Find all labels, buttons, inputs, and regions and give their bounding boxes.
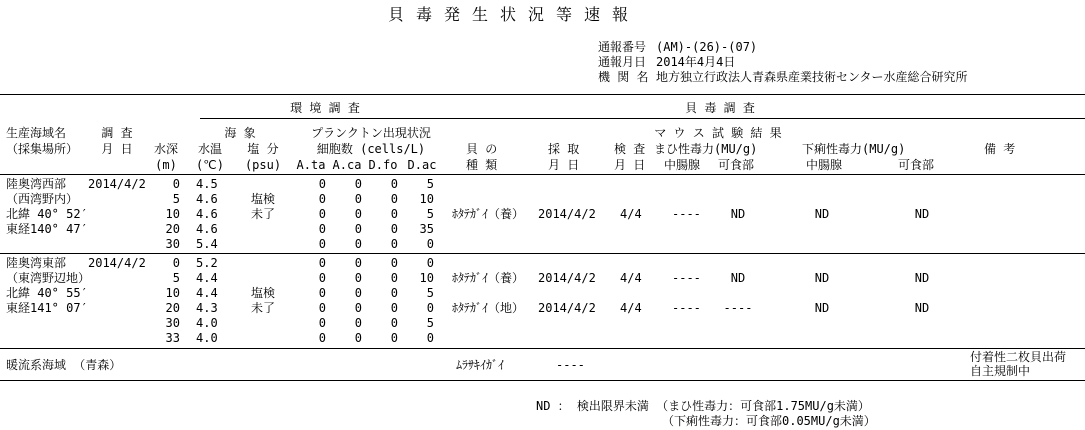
salinity-cell: 未了 (250, 301, 275, 315)
temp-cell: 4.6 (196, 222, 218, 236)
plankton-count: 0 (354, 177, 362, 191)
toxin-survey-group: 貝 毒 調 査 (685, 101, 755, 115)
inspect-date: 4/4 (620, 207, 642, 221)
plankton-count: 0 (426, 331, 434, 345)
temp-cell: 5.2 (196, 256, 218, 270)
salinity-unit-header: (psu) (244, 158, 282, 172)
depth-cell: 30 (165, 316, 180, 330)
plankton-count: 0 (318, 207, 326, 221)
plankton-count: 35 (419, 222, 434, 236)
area-name-line: 北緯 40° 55′ (6, 286, 88, 300)
temp-unit-header: (℃) (196, 158, 224, 172)
inspect-date: 4/4 (620, 271, 642, 285)
dsp-edible-header: 可食部 (898, 158, 935, 172)
salinity-cell: 塩検 (250, 286, 275, 300)
plankton-count: 0 (354, 331, 362, 345)
survey-date: 2014/4/2 (88, 177, 146, 191)
dsp-gut-header: 中腸腺 (806, 158, 843, 172)
plankton-count: 0 (426, 301, 434, 315)
dsp-gut-value: ND (814, 301, 830, 315)
remarks-header: 備 考 (984, 142, 1016, 156)
depth-cell: 10 (165, 286, 180, 300)
plankton-count: 0 (318, 222, 326, 236)
depth-header: 水深 (153, 142, 178, 156)
area-name-line: 北緯 40° 52′ (6, 207, 88, 221)
mouse-test-header: マ ウ ス 試 験 結 果 (654, 126, 782, 140)
sp-d-ac-header: D.ac (407, 158, 437, 172)
env-survey-group: 環 境 調 査 (290, 101, 360, 115)
salinity-header: 塩 分 (247, 142, 279, 156)
plankton-count: 0 (318, 271, 326, 285)
env-group-rule (200, 118, 450, 119)
plankton-count: 0 (390, 207, 398, 221)
psp-edible-value: ND (730, 271, 746, 285)
report-number-label: 通報番号 (598, 40, 647, 54)
plankton-count: 5 (426, 177, 434, 191)
plankton-count: 0 (318, 237, 326, 251)
plankton-count: 0 (354, 301, 362, 315)
plankton-count: 0 (426, 237, 434, 251)
toxin-group-rule (450, 118, 1085, 119)
temp-cell: 5.4 (196, 237, 218, 251)
shell-type: ﾎﾀﾃｶﾞｲ（地） (452, 301, 525, 315)
sea-header: 海 象 (224, 126, 256, 140)
psp-edible-value: ND (730, 207, 746, 221)
plankton-count: 0 (390, 286, 398, 300)
plankton-count: 10 (419, 192, 434, 206)
plankton-count: 5 (426, 316, 434, 330)
psp-gut-value: ---- (672, 301, 701, 315)
plankton-count: 0 (354, 286, 362, 300)
warm-value: ---- (556, 358, 585, 372)
cells-header: 細胞数 (cells/L) (316, 142, 426, 156)
plankton-count: 0 (354, 207, 362, 221)
plankton-count: 0 (390, 271, 398, 285)
shell-type: ﾎﾀﾃｶﾞｲ（養） (452, 271, 525, 285)
dsp-gut-value: ND (814, 271, 830, 285)
area-separator-2 (0, 348, 1085, 349)
sampling-date: 2014/4/2 (538, 271, 596, 285)
temp-cell: 4.3 (196, 301, 218, 315)
depth-cell: 5 (172, 271, 180, 285)
depth-cell: 20 (165, 222, 180, 236)
inspect-date: 4/4 (620, 301, 642, 315)
sampling-header: 採 取 (548, 142, 580, 156)
area-sub-header: （採集場所） (6, 142, 79, 156)
plankton-count: 0 (318, 331, 326, 345)
sp-a-ta-header: A.ta (296, 158, 326, 172)
salinity-cell: 未了 (250, 207, 275, 221)
temp-cell: 4.6 (196, 207, 218, 221)
psp-edible-value: ---- (723, 301, 753, 315)
report-date: 2014年4月4日 (656, 55, 736, 69)
warm-remarks-1: 付着性二枚貝出荷 (970, 350, 1067, 364)
plankton-count: 0 (390, 177, 398, 191)
report-date-label: 通報月日 (598, 55, 647, 69)
warm-remarks-2: 自主規制中 (970, 364, 1031, 378)
depth-cell: 5 (172, 192, 180, 206)
temp-cell: 4.5 (196, 177, 218, 191)
psp-gut-value: ---- (672, 271, 701, 285)
plankton-count: 0 (390, 192, 398, 206)
temp-cell: 4.6 (196, 192, 218, 206)
area-name-line: （東湾野辺地） (6, 271, 91, 285)
plankton-count: 0 (318, 192, 326, 206)
plankton-header: プランクトン出現状況 (311, 126, 431, 140)
survey-sub-header: 月 日 (101, 142, 133, 156)
table-bottom-rule (0, 380, 1085, 381)
plankton-count: 0 (318, 316, 326, 330)
area-name-line: 陸奥湾西部 (6, 177, 67, 191)
psp-gut-header: 中腸腺 (664, 158, 701, 172)
depth-cell: 0 (172, 177, 180, 191)
sp-d-fo-header: D.fo (368, 158, 398, 172)
org-name: 地方独立行政法人青森県産業技術センター水産総合研究所 (656, 70, 968, 84)
sp-a-ca-header: A.ca (332, 158, 362, 172)
plankton-count: 0 (318, 177, 326, 191)
plankton-count: 0 (354, 192, 362, 206)
plankton-count: 5 (426, 286, 434, 300)
plankton-count: 0 (318, 286, 326, 300)
shell-sub-header: 種 類 (466, 158, 498, 172)
plankton-count: 0 (390, 222, 398, 236)
plankton-count: 0 (354, 237, 362, 251)
shell-header: 貝 の (466, 142, 498, 156)
inspect-sub-header: 月 日 (614, 158, 646, 172)
shell-type: ﾎﾀﾃｶﾞｲ（養） (452, 207, 525, 221)
plankton-count: 0 (354, 271, 362, 285)
psp-gut-value: ---- (672, 207, 701, 221)
survey-header: 調 査 (101, 126, 133, 140)
area-name-line: 陸奥湾東部 (6, 256, 67, 270)
plankton-count: 0 (354, 256, 362, 270)
dsp-header: 下痢性毒力(MU/g) (802, 142, 906, 156)
plankton-count: 0 (354, 316, 362, 330)
header-rule-top (0, 94, 1085, 95)
plankton-count: 0 (390, 237, 398, 251)
depth-cell: 30 (165, 237, 180, 251)
temp-cell: 4.4 (196, 286, 218, 300)
plankton-count: 0 (354, 222, 362, 236)
plankton-count: 5 (426, 207, 434, 221)
dsp-gut-value: ND (814, 207, 830, 221)
plankton-count: 10 (419, 271, 434, 285)
depth-cell: 10 (165, 207, 180, 221)
temp-cell: 4.4 (196, 271, 218, 285)
dsp-edible-value: ND (914, 301, 930, 315)
temp-header: 水温 (197, 142, 222, 156)
depth-unit-header: (m) (155, 158, 177, 172)
temp-cell: 4.0 (196, 331, 218, 345)
sampling-sub-header: 月 日 (548, 158, 580, 172)
psp-edible-header: 可食部 (718, 158, 755, 172)
area-name-line: 東経141° 07′ (6, 301, 88, 315)
plankton-count: 0 (426, 256, 434, 270)
dsp-edible-value: ND (914, 271, 930, 285)
warm-area-name: 暖流系海域 （青森） (6, 358, 122, 372)
depth-cell: 20 (165, 301, 180, 315)
plankton-count: 0 (390, 301, 398, 315)
note-line-1: ND ： 検出限界未満 （まひ性毒力：可食部1.75MU/g未満） (536, 399, 870, 413)
note-line-2: （下痢性毒力：可食部0.05MU/g未満） (662, 414, 876, 428)
plankton-count: 0 (318, 301, 326, 315)
area-separator-1 (0, 253, 1085, 254)
org-label: 機 関 名 (598, 70, 649, 84)
area-header: 生産海域名 (6, 126, 67, 140)
plankton-count: 0 (318, 256, 326, 270)
plankton-count: 0 (390, 316, 398, 330)
survey-date: 2014/4/2 (88, 256, 146, 270)
document-title: 貝毒発生状況等速報 (388, 5, 641, 24)
sampling-date: 2014/4/2 (538, 301, 596, 315)
plankton-count: 0 (390, 256, 398, 270)
sampling-date: 2014/4/2 (538, 207, 596, 221)
salinity-cell: 塩検 (250, 192, 275, 206)
area-name-line: 東経140° 47′ (6, 222, 88, 236)
area-name-line: （西湾野内） (6, 192, 79, 206)
report-number: (AM)-(26)-(07) (656, 40, 758, 54)
temp-cell: 4.0 (196, 316, 218, 330)
header-rule-bottom (0, 174, 1085, 175)
depth-cell: 33 (165, 331, 180, 345)
dsp-edible-value: ND (914, 207, 930, 221)
plankton-count: 0 (390, 331, 398, 345)
warm-shell-type: ﾑﾗｻｷｲｶﾞｲ (456, 358, 505, 372)
inspect-header: 検 査 (614, 142, 646, 156)
psp-header: まひ性毒力(MU/g) (654, 142, 758, 156)
depth-cell: 0 (172, 256, 180, 270)
